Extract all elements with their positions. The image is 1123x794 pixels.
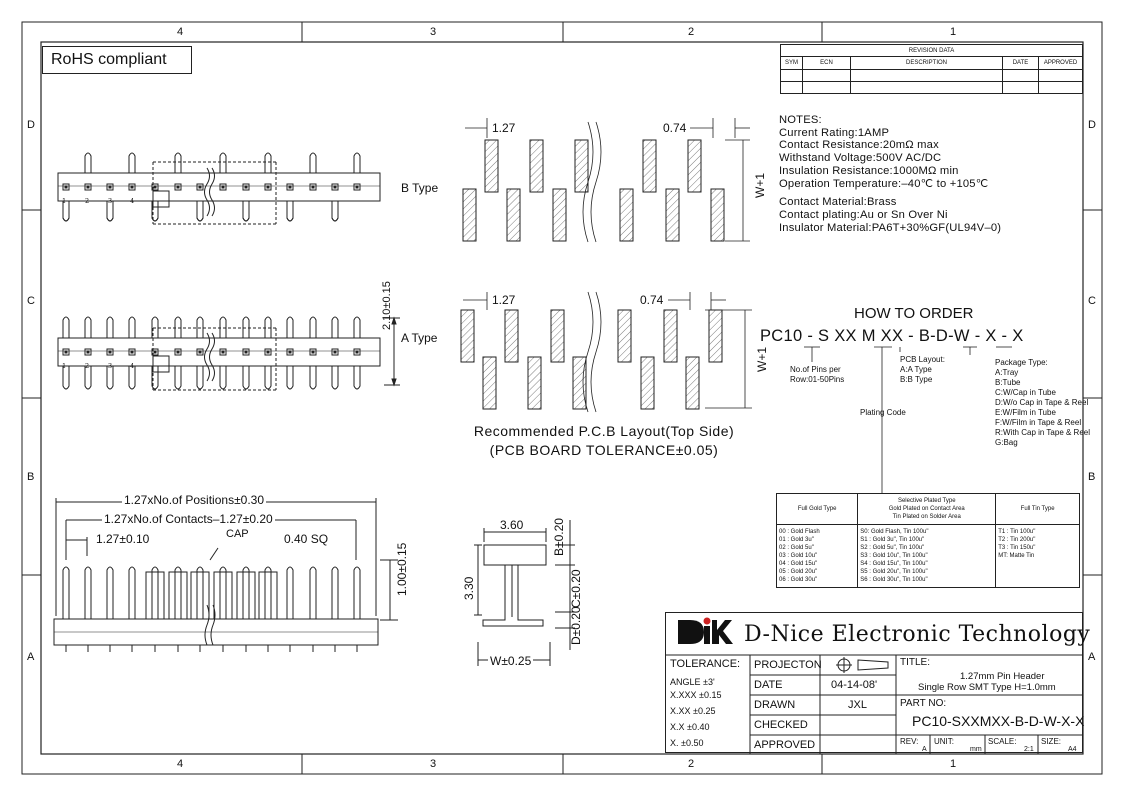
pcb-pad [666, 189, 679, 241]
projection-label: PROJECTON [754, 659, 822, 671]
header-pin [287, 317, 293, 338]
package-type-item: D:W/o Cap in Tape & Reel [995, 398, 1089, 407]
table-cell: S5 : Gold 20u", Tin 100u" [860, 569, 928, 575]
package-type-item: G:Bag [995, 438, 1018, 447]
part-no-value: PC10-SXXMXX-B-D-W-X-X [912, 713, 1085, 729]
zone-row-c-right: C [1088, 295, 1096, 307]
pins-label: No.of Pins per [790, 365, 841, 374]
front-pin [85, 567, 91, 619]
note-line: Withstand Voltage:500V AC/DC [779, 152, 942, 165]
b-type-label: B Type [401, 181, 439, 195]
rev-header-description: DESCRIPTION [851, 57, 1003, 69]
tolerance-row: X.X ±0.40 [670, 722, 710, 732]
front-pin [332, 567, 338, 619]
note-line: Contact Resistance:20mΩ max [779, 139, 939, 152]
pin-square-core [312, 351, 315, 354]
pin-number-2: 2 [85, 362, 90, 370]
note-line: Contact plating:Au or Sn Over Ni [779, 208, 948, 221]
pcb-layout-label: PCB Layout: [900, 355, 945, 364]
table-cell: T2 : Tin 200u" [998, 537, 1036, 543]
pcb-layout-a: A:A Type [900, 365, 932, 374]
header-pin [220, 366, 226, 389]
company-name: D-Nice Electronic Technology [744, 622, 1091, 647]
side-b-dim: B±0.20 [552, 518, 566, 556]
pcb-pad [463, 189, 476, 241]
a-type-label: A Type [401, 331, 438, 345]
front-pin [63, 567, 69, 619]
pin-square-core [65, 186, 68, 189]
drawn-value: JXL [848, 699, 867, 711]
pcb-b-wplus: W+1 [753, 172, 767, 198]
pcb-pad [507, 189, 520, 241]
table-cell: S3 : Gold 10u", Tin 100u" [860, 553, 928, 559]
header-pin [310, 317, 316, 338]
table-cell: 03 : Gold 10u" [779, 553, 818, 559]
header-pin [243, 201, 249, 221]
pcb-pad [485, 140, 498, 192]
pcb-caption-line1: Recommended P.C.B Layout(Top Side) [473, 423, 735, 439]
pin-square-core [131, 351, 134, 354]
side-c-dim: C±0.20 [569, 569, 583, 608]
pin-number-4: 4 [130, 197, 135, 205]
unit-label: UNIT: [934, 737, 954, 746]
header-pin [332, 201, 338, 221]
header-pin [287, 201, 293, 221]
header-pin [85, 317, 91, 338]
pin-square-core [87, 351, 90, 354]
pcb-pad [553, 189, 566, 241]
pin-square-core [356, 351, 359, 354]
pin-square-core [109, 351, 112, 354]
package-type-item: F:W/Film in Tape & Reel [995, 418, 1082, 427]
note-line: Operation Temperature:–40℃ to +105℃ [779, 177, 989, 190]
header-pin [63, 317, 69, 338]
table-cell: S4 : Gold 15u", Tin 100u" [860, 561, 928, 567]
rev-header-ecn: ECN [803, 57, 851, 69]
tolerance-row: X. ±0.50 [670, 738, 704, 748]
table-cell: 00 : Gold Flash [779, 529, 820, 535]
zone-col-3-bottom: 3 [430, 758, 437, 770]
pcb-pad [641, 357, 654, 409]
pcb-pad [573, 357, 586, 409]
zone-col-2-top: 2 [688, 26, 695, 38]
note-line: Contact Material:Brass [779, 196, 897, 209]
date-value: 04-14-08' [831, 679, 878, 691]
header-pin [129, 153, 135, 173]
header-pin [129, 317, 135, 338]
header-pin [265, 153, 271, 173]
pin-square-core [199, 186, 202, 189]
plating-header-full-tin: Full Tin Type [996, 494, 1080, 525]
pcb-pad [551, 310, 564, 362]
header-pin [197, 366, 203, 389]
pcb-pad [711, 189, 724, 241]
note-line: Current Rating:1AMP [779, 126, 890, 139]
plating-header-selective [858, 494, 996, 525]
front-pin [354, 567, 360, 619]
side-width-dim: 3.60 [500, 518, 524, 532]
pcb-b-width: 0.74 [663, 121, 687, 135]
pin-square-core [222, 186, 225, 189]
pin-square-core [289, 186, 292, 189]
title-label: TITLE: [900, 657, 931, 668]
zone-row-b-left: B [27, 471, 35, 483]
pin-square-core [199, 351, 202, 354]
pin-number-2: 2 [85, 197, 90, 205]
zone-row-b-right: B [1088, 471, 1096, 483]
side-d-dim: D±0.20 [569, 606, 583, 645]
table-cell: 05 : Gold 20u" [779, 569, 818, 575]
pin-square-core [334, 186, 337, 189]
header-pin [310, 153, 316, 173]
size-label: SIZE: [1041, 737, 1062, 746]
header-pin [243, 366, 249, 389]
front-pin [310, 567, 316, 619]
how-to-order-title: HOW TO ORDER [854, 305, 974, 322]
header-pin [332, 201, 338, 221]
front-pin [129, 567, 135, 619]
rev-header-sym: SYM [781, 57, 803, 69]
plating-header-selective-1: Selective Plated Type [897, 498, 956, 504]
plating-code-label: Plating Code [860, 408, 906, 417]
tolerance-label: TOLERANCE: [670, 658, 741, 670]
full-gold-column [777, 525, 858, 588]
table-cell: T1 : Tin 100u" [998, 529, 1036, 535]
a-type-top-view [58, 318, 400, 390]
pin-square-core [154, 186, 157, 189]
zone-col-1-top: 1 [950, 26, 957, 38]
pcb-a-wplus: W+1 [755, 346, 769, 372]
header-pin [354, 153, 360, 173]
header-pin [287, 366, 293, 389]
selective-column [858, 525, 996, 588]
pcb-caption-line2: (PCB BOARD TOLERANCE±0.05) [489, 442, 719, 458]
zone-row-c-left: C [27, 295, 35, 307]
notes-heading: NOTES: [779, 114, 822, 126]
revision-title: REVISION DATA [781, 45, 1083, 57]
pcb-pad [620, 189, 633, 241]
size-value: A4 [1068, 746, 1077, 753]
pcb-pad [461, 310, 474, 362]
cap-label: CAP [226, 528, 249, 540]
pcb-pad [505, 310, 518, 362]
front-pin [175, 567, 181, 619]
header-pin [85, 153, 91, 173]
zone-col-4-top: 4 [177, 26, 184, 38]
zone-row-d-left: D [27, 119, 35, 131]
pcb-pad [709, 310, 722, 362]
contacts-dim: 1.27xNo.of Contacts–1.27±0.20 [104, 512, 273, 526]
plating-code-table [776, 493, 1080, 588]
side-h-dim: 3.30 [462, 576, 476, 600]
front-pin [152, 567, 158, 619]
pitch-dim: 1.27±0.10 [96, 532, 150, 546]
pin-number-3: 3 [108, 362, 113, 370]
plating-header-selective-3: Tin Plated on Solder Area [892, 514, 961, 520]
pcb-layout-b: B:B Type [900, 375, 933, 384]
pcb-caption [449, 423, 759, 458]
header-pin [175, 153, 181, 173]
pin-number-1: 1 [62, 362, 67, 370]
pins-label-2: Row:01-50Pins [790, 375, 845, 384]
header-pin [243, 201, 249, 221]
pin-square-core [289, 351, 292, 354]
angle-tolerance: ANGLE ±3' [670, 677, 715, 687]
full-tin-column [996, 525, 1080, 588]
order-code: PC10 - S XX M XX - B-D-W - X - X [760, 327, 1024, 345]
pcb-pad [575, 140, 588, 192]
pcb-pad [686, 357, 699, 409]
pin-square-core [177, 186, 180, 189]
pin-number-3: 3 [108, 197, 113, 205]
date-label: DATE [754, 679, 783, 691]
tolerance-row: X.XX ±0.25 [670, 706, 716, 716]
pin-square-core [334, 351, 337, 354]
rev-value: A [922, 746, 927, 753]
front-pin [287, 567, 293, 619]
pin-square-core [222, 351, 225, 354]
part-no-label: PART NO: [900, 698, 947, 709]
table-cell: S0: Gold Flash, Tin 100u" [860, 529, 929, 535]
pin-square-core [267, 351, 270, 354]
header-pin [287, 201, 293, 221]
pin-height-dim: 1.00±0.15 [395, 542, 409, 596]
header-pin [197, 201, 203, 221]
pin-square-core [245, 186, 248, 189]
pcb-pad [528, 357, 541, 409]
table-cell: S6 : Gold 30u", Tin 100u" [860, 577, 928, 583]
checked-label: CHECKED [754, 719, 808, 731]
front-pin [265, 567, 271, 619]
zone-col-3-top: 3 [430, 26, 437, 38]
pcb-b-pitch: 1.27 [492, 121, 516, 135]
pcb-pad [483, 357, 496, 409]
header-height-dim: 2.10±0.15 [381, 281, 393, 330]
title-line1: 1.27mm Pin Header [960, 671, 1045, 682]
table-cell: 02 : Gold 5u" [779, 545, 814, 551]
pin-square-core [154, 351, 157, 354]
package-type-item: C:W/Cap in Tube [995, 388, 1056, 397]
pin-square-core [312, 186, 315, 189]
package-type-item: B:Tube [995, 378, 1021, 387]
approved-label: APPROVED [754, 739, 816, 751]
pin-square-core [245, 351, 248, 354]
zone-col-2-bottom: 2 [688, 758, 695, 770]
cap-outline [259, 572, 277, 619]
cap-outline [191, 572, 209, 619]
header-pin [310, 366, 316, 389]
cap-outline [169, 572, 187, 619]
pin-square-core [109, 186, 112, 189]
pcb-pad [530, 140, 543, 192]
note-line: Insulator Material:PA6T+30%GF(UL94V–0) [779, 221, 1002, 234]
pcb-a-pitch: 1.27 [492, 293, 516, 307]
header-pin [332, 366, 338, 389]
package-type-item: A:Tray [995, 368, 1019, 377]
positions-dim: 1.27xNo.of Positions±0.30 [124, 493, 265, 507]
header-pin [220, 153, 226, 173]
header-pin [354, 366, 360, 389]
plating-header-selective-2: Gold Plated on Contact Area [888, 506, 965, 512]
rev-header-approved: APPROVED [1039, 57, 1083, 69]
header-pin [332, 317, 338, 338]
zone-col-1-bottom: 1 [950, 758, 957, 770]
scale-value: 2:1 [1024, 746, 1034, 753]
notes-block [779, 114, 1001, 234]
pin-number-4: 4 [130, 362, 135, 370]
pcb-pad [664, 310, 677, 362]
header-pin [197, 201, 203, 221]
table-cell: 06 : Gold 30u" [779, 577, 818, 583]
zone-col-4-bottom: 4 [177, 758, 184, 770]
pcb-pad [618, 310, 631, 362]
zone-row-a-left: A [27, 651, 35, 663]
header-pin [175, 366, 181, 389]
scale-label: SCALE: [988, 737, 1017, 746]
revision-table [780, 44, 1083, 94]
pin-number-1: 1 [62, 197, 67, 205]
table-cell: S1 : Gold 3u", Tin 100u" [860, 537, 925, 543]
cap-outline [237, 572, 255, 619]
zone-row-d-right: D [1088, 119, 1096, 131]
pcb-a-width: 0.74 [640, 293, 664, 307]
table-cell: 01 : Gold 3u" [779, 537, 814, 543]
front-pin [220, 567, 226, 619]
package-type-item: R:With Cap in Tape & Reel [995, 428, 1091, 437]
header-pin [265, 366, 271, 389]
tolerance-row: X.XXX ±0.15 [670, 690, 722, 700]
title-line2: Single Row SMT Type H=1.0mm [918, 682, 1056, 693]
pin-square-core [65, 351, 68, 354]
zone-row-a-right: A [1088, 651, 1096, 663]
rev-header-date: DATE [1003, 57, 1039, 69]
header-pin [354, 317, 360, 338]
pin-square-core [177, 351, 180, 354]
pin-square-core [131, 186, 134, 189]
plating-header-full-gold: Full Gold Type [777, 494, 858, 525]
cap-outline [214, 572, 232, 619]
unit-value: mm [970, 746, 982, 753]
pcb-pad [643, 140, 656, 192]
rev-label: REV: [900, 737, 919, 746]
sq-dim: 0.40 SQ [284, 532, 329, 546]
front-pin [243, 567, 249, 619]
pin-square-core [87, 186, 90, 189]
package-type-label: Package Type: [995, 358, 1048, 367]
side-w-dim: W±0.25 [490, 654, 532, 668]
rohs-label: RoHS compliant [42, 46, 192, 74]
drawn-label: DRAWN [754, 699, 796, 711]
table-cell: T3 : Tin 150u" [998, 545, 1036, 551]
cap-outline [146, 572, 164, 619]
note-line: Insulation Resistance:1000MΩ min [779, 164, 959, 177]
table-cell: MT: Matte Tin [998, 553, 1035, 559]
table-cell: S2 : Gold 5u", Tin 100u" [860, 545, 925, 551]
header-pin [107, 317, 113, 338]
table-cell: 04 : Gold 15u" [779, 561, 818, 567]
pcb-pad [688, 140, 701, 192]
package-type-item: E:W/Film in Tube [995, 408, 1056, 417]
pin-square-core [267, 186, 270, 189]
front-pin [107, 567, 113, 619]
front-pin [197, 567, 203, 619]
pin-square-core [356, 186, 359, 189]
